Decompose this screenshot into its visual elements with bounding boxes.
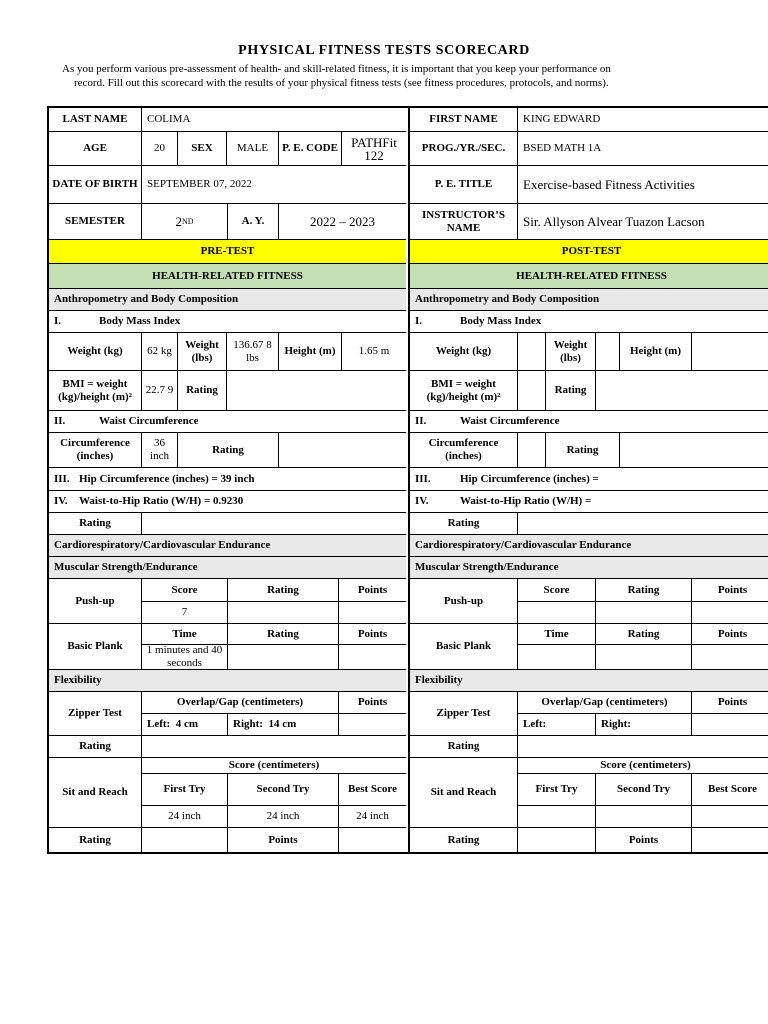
- pe-code-field[interactable]: PATHFit 122: [342, 132, 406, 166]
- pre-zipper-left-field[interactable]: [142, 714, 228, 736]
- post-waist-title: Waist Circumference: [460, 415, 560, 427]
- pre-sit-points-field[interactable]: [339, 828, 406, 852]
- post-circumference-label: Circumference (inches): [410, 433, 518, 468]
- pre-muscular-header: Muscular Strength/Endurance: [49, 557, 406, 579]
- prog-label: PROG./YR./SEC.: [410, 132, 518, 166]
- pre-best-score-label: Best Score: [339, 774, 406, 806]
- pe-title-field[interactable]: Exercise-based Fitness Activities: [518, 166, 768, 204]
- intro-line-2: record. Fill out this scorecard with the results of your physical fitness tests (see fitness procedures, protocols, and norms).: [74, 77, 609, 89]
- pre-weight-lbs-label: Weight (lbs): [178, 333, 227, 371]
- pre-second-try-label: Second Try: [228, 774, 339, 806]
- post-sit-rating-field[interactable]: [518, 828, 596, 852]
- pre-zipper-label: Zipper Test: [49, 692, 142, 736]
- post-plank-points-field[interactable]: [692, 645, 768, 670]
- pre-whr-value[interactable]: 0.9230: [212, 495, 244, 507]
- post-whr-title: Waist-to-Hip Ratio (W/H) =: [460, 495, 592, 507]
- pre-whr-number: IV.: [54, 495, 68, 507]
- post-overlap-label: Overlap/Gap (centimeters): [518, 692, 692, 714]
- post-height-label: Height (m): [620, 333, 692, 371]
- pre-best-score-field[interactable]: 24 inch: [339, 806, 406, 828]
- post-first-try-field[interactable]: [518, 806, 596, 828]
- post-bmi-label: BMI = weight (kg)/height (m)²: [410, 371, 518, 411]
- post-sit-rating-label: Rating: [410, 828, 518, 852]
- instructor-field[interactable]: Sir. Allyson Alvear Tuazon Lacson: [518, 204, 768, 240]
- post-whr-rating-label: Rating: [410, 513, 518, 535]
- pre-height-label: Height (m): [279, 333, 342, 371]
- post-zipper-rating-label: Rating: [410, 736, 518, 758]
- pre-zipper-left-label: Left:: [147, 718, 171, 730]
- pre-bmi-rating-field[interactable]: [227, 371, 406, 411]
- pre-whr-row: [49, 491, 406, 513]
- pre-hip-number: III.: [54, 472, 70, 485]
- pre-zipper-rating-label: Rating: [49, 736, 142, 758]
- post-zipper-right-field[interactable]: Right:: [596, 714, 692, 736]
- post-first-try-label: First Try: [518, 774, 596, 806]
- post-score-cm-label: Score (centimeters): [518, 758, 768, 774]
- pre-zipper-right-field[interactable]: [228, 714, 339, 736]
- post-pushup-rating-label: Rating: [596, 579, 692, 602]
- pre-sit-rating-label: Rating: [49, 828, 142, 852]
- post-zipper-rating-field[interactable]: [518, 736, 768, 758]
- post-sit-reach-label: Sit and Reach: [410, 758, 518, 828]
- pre-zipper-points-field[interactable]: [339, 714, 406, 736]
- pe-title-label: P. E. TITLE: [410, 166, 518, 204]
- post-best-score-label: Best Score: [692, 774, 768, 806]
- post-plank-label: Basic Plank: [410, 624, 518, 670]
- pre-pushup-rating-label: Rating: [228, 579, 339, 602]
- pre-hip-row: [49, 468, 406, 491]
- post-sit-points-field[interactable]: [692, 828, 768, 852]
- post-plank-rating-field[interactable]: [596, 645, 692, 670]
- post-second-try-field[interactable]: [596, 806, 692, 828]
- post-waist-header: [410, 411, 768, 433]
- post-test-header: POST-TEST: [410, 240, 768, 264]
- post-health-header: HEALTH-RELATED FITNESS: [410, 264, 768, 289]
- pre-pushup-score-label: Score: [142, 579, 228, 602]
- pre-health-header: HEALTH-RELATED FITNESS: [49, 264, 406, 289]
- post-hip-row[interactable]: [410, 468, 768, 491]
- post-waist-rating-label: Rating: [546, 433, 620, 468]
- post-waist-rating-field[interactable]: [620, 433, 768, 468]
- post-best-score-field[interactable]: [692, 806, 768, 828]
- post-bmi-rating-field[interactable]: [596, 371, 768, 411]
- pre-zipper-left-value: 4 cm: [175, 718, 199, 730]
- post-whr-rating-field[interactable]: [518, 513, 768, 535]
- pre-zipper-rating-field[interactable]: [142, 736, 406, 758]
- post-waist-number: II.: [415, 415, 427, 427]
- ay-field[interactable]: 2022 – 2023: [279, 204, 406, 240]
- post-zipper-points-field[interactable]: [692, 714, 768, 736]
- first-name-field[interactable]: KING EDWARD: [518, 108, 768, 132]
- pre-weight-kg-label: Weight (kg): [49, 333, 142, 371]
- post-zipper-label: Zipper Test: [410, 692, 518, 736]
- pre-pushup-points-label: Points: [339, 579, 406, 602]
- post-cardio-header: Cardiorespiratory/Cardiovascular Endurance: [410, 535, 768, 557]
- post-pushup-points-label: Points: [692, 579, 768, 602]
- dob-field[interactable]: SEPTEMBER 07, 2022: [142, 166, 406, 204]
- post-plank-points-label: Points: [692, 624, 768, 645]
- pre-overlap-label: Overlap/Gap (centimeters): [142, 692, 339, 714]
- pre-waist-number: II.: [54, 415, 66, 427]
- pre-cardio-header: Cardiorespiratory/Cardiovascular Endurance: [49, 535, 406, 557]
- pre-test-column: [49, 108, 406, 852]
- post-weight-kg-field[interactable]: [518, 333, 546, 371]
- post-zipper-left-field[interactable]: Left:: [518, 714, 596, 736]
- pre-whr-title: Waist-to-Hip Ratio (W/H) =: [79, 495, 211, 507]
- intro-line-1: As you perform various pre-assessment of health- and skill-related fitness, it is important that you keep your performance on: [62, 63, 611, 75]
- sex-field[interactable]: MALE: [227, 132, 279, 166]
- sex-label: SEX: [178, 132, 227, 166]
- semester-label: SEMESTER: [49, 204, 142, 240]
- pre-weight-kg-field[interactable]: 62 kg: [142, 333, 178, 371]
- pre-bmi-field[interactable]: 22.7 9: [142, 371, 178, 411]
- pre-circumference-label: Circumference (inches): [49, 433, 142, 468]
- post-hip-number: III.: [415, 472, 431, 485]
- post-second-try-label: Second Try: [596, 774, 692, 806]
- post-height-field[interactable]: [692, 333, 768, 371]
- pre-bmi-label: BMI = weight (kg)/height (m)²: [49, 371, 142, 411]
- post-bmi-header: [410, 311, 768, 333]
- pre-whr-rating-label: Rating: [49, 513, 142, 535]
- pre-bmi-rating-label: Rating: [178, 371, 227, 411]
- semester-suffix: ND: [181, 217, 194, 226]
- pre-waist-title: Waist Circumference: [99, 415, 199, 427]
- post-bmi-number: I.: [415, 315, 423, 327]
- pre-pushup-points-field[interactable]: [339, 602, 406, 624]
- pre-circumference-field[interactable]: 36 inch: [142, 433, 178, 468]
- pre-first-try-label: First Try: [142, 774, 228, 806]
- post-test-column: [408, 108, 768, 852]
- pre-hip-title: Hip Circumference (inches) =: [79, 472, 218, 485]
- post-whr-row[interactable]: [410, 491, 768, 513]
- pre-plank-time-label: Time: [142, 624, 228, 645]
- post-sit-points-label: Points: [596, 828, 692, 852]
- scorecard-table: [47, 106, 768, 854]
- pre-height-field[interactable]: 1.65 m: [342, 333, 406, 371]
- pre-plank-rating-field[interactable]: [228, 645, 339, 670]
- last-name-field[interactable]: COLIMA: [142, 108, 406, 132]
- post-pushup-points-field[interactable]: [692, 602, 768, 624]
- pre-sit-points-label: Points: [228, 828, 339, 852]
- instructor-label: INSTRUCTOR’S NAME: [410, 204, 518, 240]
- pre-test-header: PRE-TEST: [49, 240, 406, 264]
- post-plank-time-label: Time: [518, 624, 596, 645]
- pre-score-cm-label: Score (centimeters): [142, 758, 406, 774]
- pre-pushup-rating-field[interactable]: [228, 602, 339, 624]
- pre-hip-value[interactable]: 39 inch: [220, 472, 255, 485]
- post-bmi-field[interactable]: [518, 371, 546, 411]
- pre-second-try-field[interactable]: 24 inch: [228, 806, 339, 828]
- pre-plank-points-label: Points: [339, 624, 406, 645]
- pre-pushup-label: Push-up: [49, 579, 142, 624]
- post-pushup-label: Push-up: [410, 579, 518, 624]
- pre-waist-header: [49, 411, 406, 433]
- pre-plank-rating-label: Rating: [228, 624, 339, 645]
- post-weight-lbs-label: Weight (lbs): [546, 333, 596, 371]
- ay-label: A. Y.: [228, 204, 279, 240]
- scorecard-title: PHYSICAL FITNESS TESTS SCORECARD: [238, 43, 530, 58]
- age-field[interactable]: 20: [142, 132, 178, 166]
- post-pushup-score-label: Score: [518, 579, 596, 602]
- post-weight-kg-label: Weight (kg): [410, 333, 518, 371]
- pre-zipper-right-value: 14 cm: [268, 718, 297, 730]
- first-name-label: FIRST NAME: [410, 108, 518, 132]
- pre-zipper-points-label: Points: [339, 692, 406, 714]
- post-whr-number: IV.: [415, 495, 429, 507]
- post-bmi-rating-label: Rating: [546, 371, 596, 411]
- pre-waist-rating-label: Rating: [178, 433, 279, 468]
- pre-whr-rating-field[interactable]: [142, 513, 406, 535]
- age-label: AGE: [49, 132, 142, 166]
- post-flexibility-header: Flexibility: [410, 670, 768, 692]
- post-zipper-points-label: Points: [692, 692, 768, 714]
- pre-first-try-field[interactable]: 24 inch: [142, 806, 228, 828]
- pre-plank-time-field[interactable]: 1 minutes and 40 seconds: [142, 645, 228, 670]
- pre-bmi-title: Body Mass Index: [99, 315, 181, 327]
- post-bmi-title: Body Mass Index: [460, 315, 542, 327]
- pre-pushup-score-field[interactable]: 7: [142, 602, 228, 624]
- pre-weight-lbs-field[interactable]: 136.67 8 lbs: [227, 333, 279, 371]
- pre-plank-points-field[interactable]: [339, 645, 406, 670]
- post-pushup-rating-field[interactable]: [596, 602, 692, 624]
- pre-plank-label: Basic Plank: [49, 624, 142, 670]
- semester-field[interactable]: [142, 204, 228, 240]
- pre-bmi-header: [49, 311, 406, 333]
- post-pushup-score-field[interactable]: [518, 602, 596, 624]
- pe-code-label: P. E. CODE: [279, 132, 342, 166]
- pre-zipper-right-label: Right:: [233, 718, 263, 730]
- pre-sit-reach-label: Sit and Reach: [49, 758, 142, 828]
- pre-sit-rating-field[interactable]: [142, 828, 228, 852]
- semester-value: 2: [175, 214, 182, 229]
- post-circumference-field[interactable]: [518, 433, 546, 468]
- post-plank-rating-label: Rating: [596, 624, 692, 645]
- pre-bmi-number: I.: [54, 315, 62, 327]
- pre-anthro-header: Anthropometry and Body Composition: [49, 289, 406, 311]
- post-hip-title: Hip Circumference (inches) =: [460, 472, 599, 485]
- post-muscular-header: Muscular Strength/Endurance: [410, 557, 768, 579]
- post-plank-time-field[interactable]: [518, 645, 596, 670]
- dob-label: DATE OF BIRTH: [49, 166, 142, 204]
- last-name-label: LAST NAME: [49, 108, 142, 132]
- post-weight-lbs-field[interactable]: [596, 333, 620, 371]
- pre-waist-rating-field[interactable]: [279, 433, 406, 468]
- prog-field[interactable]: BSED MATH 1A: [518, 132, 768, 166]
- pre-flexibility-header: Flexibility: [49, 670, 406, 692]
- intro-text: [62, 62, 722, 90]
- post-anthro-header: Anthropometry and Body Composition: [410, 289, 768, 311]
